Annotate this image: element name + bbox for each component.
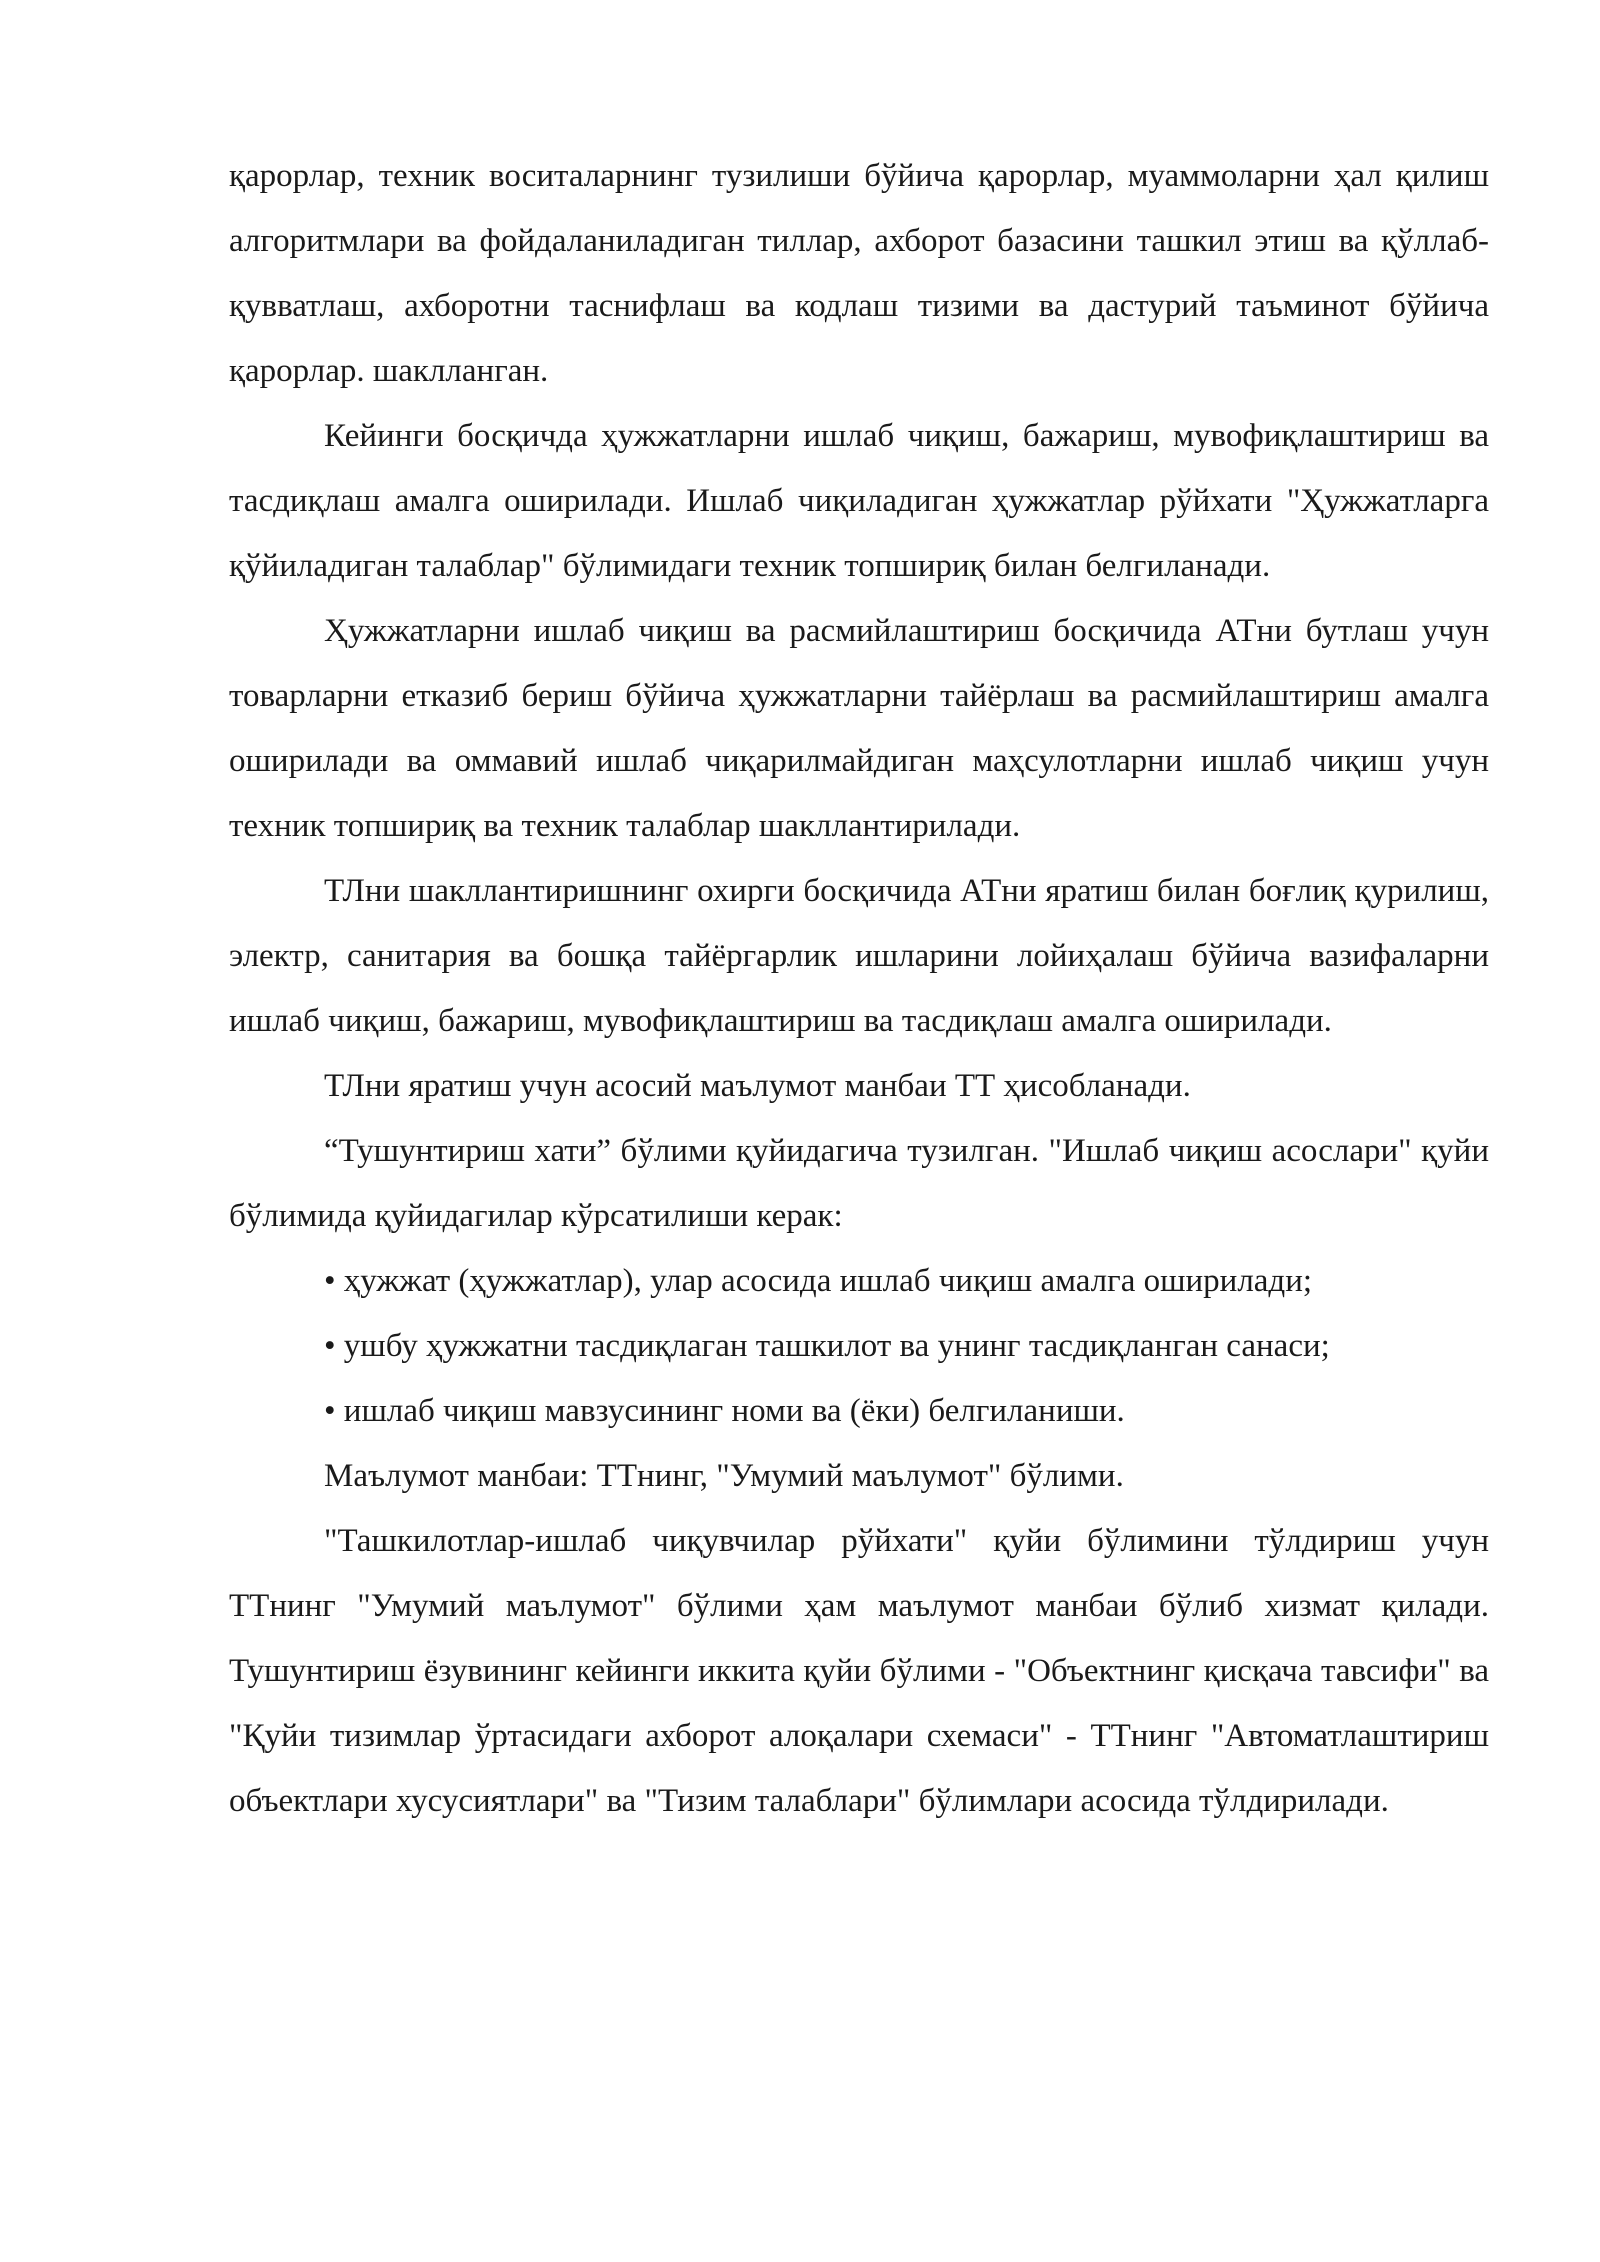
paragraph-documentation-stage: Ҳужжатларни ишлаб чиқиш ва расмийлаштириш босқичида АТни бутлаш учун товарларни етказиб бериш бўйича ҳужжатларни тайёрлаш ва расмийлаштириш амалга оширилади ва оммавий ишлаб чиқарилмайдиган маҳсулотларни ишлаб чиқиш учун техник топшириқ ва техник талаблар шакллантирилади.	[229, 613, 1489, 844]
paragraph-explanatory-note: “Тушунтириш хати” бўлими қуйидагича тузилган. "Ишлаб чиқиш асослари" қуйи бўлимида қуйидагилар кўрсатилиши керак:	[229, 1133, 1489, 1234]
bullet-item-organization: • ушбу ҳужжатни тасдиқлаган ташкилот ва унинг тасдиқланган санаси;	[324, 1328, 1330, 1364]
paragraph-developers-list: "Ташкилотлар-ишлаб чиқувчилар рўйхати" қуйи бўлимини тўлдириш учун ТТнинг "Умумий маълумот" бўлими ҳам маълумот манбаи бўлиб хизмат қилади. Тушунтириш ёзувининг кейинги иккита қуйи бўлими - "Объектнинг қисқача тавсифи" ва "Қуйи тизимлар ўртасидаги ахборот алоқалари схемаси" - ТТнинг "Автоматлаштириш объектлари хусусиятлари" ва "Тизим талаблари" бўлимлари асосида тўлдирилади.	[229, 1523, 1489, 1819]
paragraph-next-stage: Кейинги босқичда ҳужжатларни ишлаб чиқиш, бажариш, мувофиқлаштириш ва тасдиқлаш амалга оширилади. Ишлаб чиқиладиган ҳужжатлар рўйхати "Ҳужжатларга қўйиладиган талаблар" бўлимидаги техник топшириқ билан белгиланади.	[229, 418, 1489, 584]
paragraph-main-source: ТЛни яратиш учун асосий маълумот манбаи ТТ ҳисобланади.	[324, 1068, 1191, 1104]
paragraph-info-source: Маълумот манбаи: ТТнинг, "Умумий маълумот" бўлими.	[324, 1458, 1124, 1494]
bullet-item-documents: • ҳужжат (ҳужжатлар), улар асосида ишлаб чиқиш амалга оширилади;	[324, 1263, 1313, 1299]
paragraph-final-stage: ТЛни шакллантиришнинг охирги босқичида АТни яратиш билан боғлиқ қурилиш, электр, санитария ва бошқа тайёргарлик ишларини лойиҳалаш бўйича вазифаларни ишлаб чиқиш, бажариш, мувофиқлаштириш ва тасдиқлаш амалга оширилади.	[229, 873, 1489, 1039]
document-body	[229, 144, 1489, 1834]
bullet-item-topic-name: • ишлаб чиқиш мавзусининг номи ва (ёки) белгиланиши.	[324, 1393, 1125, 1429]
paragraph-decisions-continued: қарорлар, техник воситаларнинг тузилиши бўйича қарорлар, муаммоларни ҳал қилиш алгоритмлари ва фойдаланиладиган тиллар, ахборот базасини ташкил этиш ва қўллаб-қувватлаш, ахборотни таснифлаш ва кодлаш тизими ва дастурий таъминот бўйича қарорлар. шаклланган.	[229, 158, 1489, 389]
